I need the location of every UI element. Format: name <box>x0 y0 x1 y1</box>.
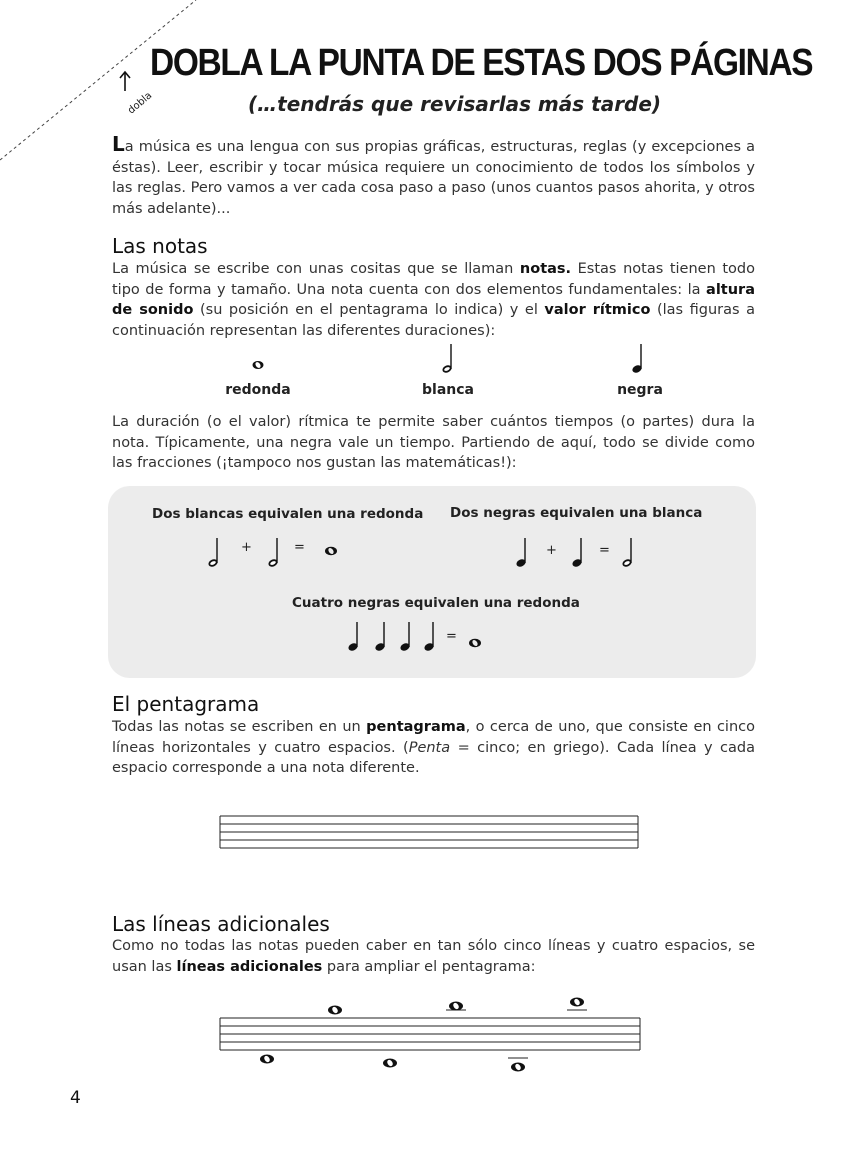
label-cuatro-negras: Cuatro negras equivalen una redonda <box>292 595 580 611</box>
whole-note-icon <box>383 1059 397 1068</box>
intro-text: a música es una lengua con sus propias gráficas, estructuras, reglas (y excepciones a éstas). Leer, escribir y tocar música requiere un conocimiento de todos los símbolos y las reglas. Pero vamos a ver cada cosa paso a paso (unos cuantos pasos ahorita, y otros más adelante)... <box>112 139 755 217</box>
plus-sign: + <box>241 540 252 555</box>
arrow-up-icon <box>118 70 132 92</box>
dropcap: L <box>112 132 125 156</box>
staff-ledger-lines <box>218 990 642 1080</box>
half-note-icon <box>264 536 284 570</box>
label-redonda: redonda <box>225 382 291 398</box>
whole-note-icon <box>570 998 584 1007</box>
equals-sign: = <box>446 629 457 644</box>
pentagrama-p-b: pentagrama <box>366 719 466 735</box>
staff <box>218 810 640 854</box>
notas-paragraph-2: La duración (o el valor) rítmica te permite saber cuántos tiempos (o partes) dura la nota. Típicamente, una negra vale un tiempo. Partiendo de aquí, todo se divide como las fracciones (¡tampoco nos gustan las matemáticas!): <box>112 414 755 471</box>
whole-note-icon <box>465 633 485 653</box>
notas-p1-a: La música se escribe con unas cositas que se llaman <box>112 261 520 277</box>
notas-p1-c: Estas notas tienen todo tipo de forma y tamaño. Una nota cuenta con dos elementos fundamentales: la <box>112 261 755 298</box>
heading-adicionales: Las líneas adicionales <box>112 912 330 936</box>
page-number: 4 <box>70 1088 81 1108</box>
quarter-note-icon <box>628 342 648 376</box>
label-negra: negra <box>617 382 663 398</box>
quarter-note-icon <box>512 536 532 570</box>
intro-paragraph <box>112 134 755 219</box>
whole-note-icon <box>449 1002 463 1011</box>
heading-pentagrama: El pentagrama <box>112 692 260 716</box>
equals-sign: = <box>294 540 305 555</box>
adicionales-p-b: líneas adicionales <box>176 958 323 975</box>
adicionales-p-c: para ampliar el pentagrama: <box>322 958 536 975</box>
whole-note-icon <box>260 1055 274 1064</box>
whole-note-icon <box>248 354 268 374</box>
whole-note-icon <box>511 1063 525 1072</box>
whole-note-icon <box>328 1006 342 1015</box>
label-dos-negras: Dos negras equivalen una blanca <box>450 505 703 521</box>
quarter-note-icon <box>396 620 416 654</box>
half-note-icon <box>618 536 638 570</box>
adicionales-p-a: Como no todas las notas pueden caber en tan sólo cinco líneas y cuatro espacios, se usan las <box>112 938 755 975</box>
adicionales-paragraph <box>112 936 755 977</box>
notas-p1-e: (su posición en el pentagrama lo indica) y el <box>193 302 545 318</box>
fold-label: dobla <box>126 90 155 117</box>
plus-sign: + <box>546 543 557 558</box>
half-note-icon <box>438 342 458 376</box>
pentagrama-p-a: Todas las notas se escriben en un <box>112 719 367 735</box>
pentagrama-p-c: , o cerca de uno, que consiste en cinco líneas horizontales y cuatro espacios. ( <box>112 719 755 756</box>
whole-note-icon <box>321 541 341 561</box>
notas-p1-d: altura de sonido <box>112 281 755 318</box>
equals-sign: = <box>599 543 610 558</box>
half-note-icon <box>204 536 224 570</box>
quarter-note-icon <box>568 536 588 570</box>
pentagrama-p-e: = cinco; en griego). Cada línea y cada espacio corresponde a una nota diferente. <box>112 739 755 776</box>
notas-p1-f: valor rítmico <box>544 302 651 318</box>
notas-paragraph-1 <box>112 259 755 341</box>
page-title: DOBLA LA PUNTA DE ESTAS DOS PÁGINAS <box>150 42 813 84</box>
quarter-note-icon <box>344 620 364 654</box>
page-subtitle: (…tendrás que revisarlas más tarde) <box>248 92 662 116</box>
notas-p1-b: notas. <box>519 261 572 277</box>
label-dos-blancas: Dos blancas equivalen una redonda <box>152 506 424 522</box>
heading-notas: Las notas <box>112 234 208 258</box>
pentagrama-paragraph <box>112 717 755 779</box>
label-blanca: blanca <box>422 382 474 398</box>
pentagrama-p-d: Penta <box>408 739 451 756</box>
notas-p1-g: (las figuras a continuación representan las diferentes duraciones): <box>112 302 755 339</box>
quarter-note-icon <box>420 620 440 654</box>
quarter-note-icon <box>371 620 391 654</box>
